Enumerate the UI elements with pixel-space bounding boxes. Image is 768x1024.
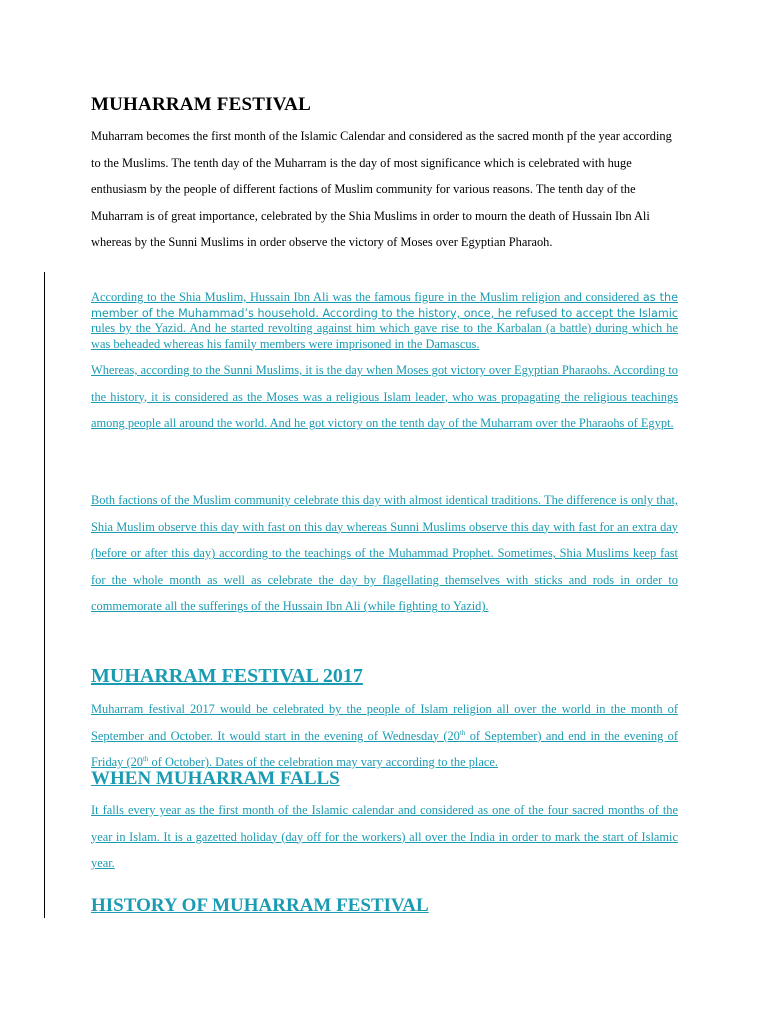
- heading-history[interactable]: HISTORY OF MUHARRAM FESTIVAL: [91, 895, 429, 916]
- shia-text-1: According to the Shia Muslim, Hussain Ibn Ali was the famous figure in the Muslim religion and considered: [91, 290, 640, 304]
- heading-2017[interactable]: MUHARRAM FESTIVAL 2017: [91, 665, 363, 687]
- shia-text-2: as the member of the Muhammad’s household. According to the history, once, he refused to accept the Islamic: [91, 291, 678, 320]
- traditions-paragraph[interactable]: Both factions of the Muslim community celebrate this day with almost identical traditions. The difference is only that, Shia Muslim observe this day with fast on this day whereas Sunni Muslims observe this day with fast for an extra day (before or after this day) according to the teachings of the Muhammad Prophet. Sometimes, Shia Muslims keep fast for the whole month as well as celebrate the day by flagellating themselves with sticks and rods in order to commemorate all the sufferings of the Hussain Ibn Ali (while fighting to Yazid).: [91, 493, 678, 614]
- shia-text-3: rules by the Yazid. And he started revolting against him which gave rise to the Karbalan (a battle) during which he was beheaded whereas his family members were imprisoned in the Damascus.: [91, 321, 678, 351]
- paragraph-2017[interactable]: [91, 696, 678, 776]
- text-2017-b: of September) and end in the evening of Friday (20: [91, 728, 678, 770]
- change-bar: [44, 272, 45, 918]
- text-2017-c: of October). Dates of the celebration may vary according to the place.: [148, 755, 498, 770]
- intro-paragraph: Muharram becomes the first month of the Islamic Calendar and considered as the sacred month pf the year according to the Muslims. The tenth day of the Muharram is the day of most significance which is celebrated with huge enthusiasm by the people of different factions of Muslim community for various reasons. The tenth day of the Muharram is of great importance, celebrated by the Shia Muslims in order to mourn the death of Hussain Ibn Ali whereas by the Sunni Muslims in order observe the victory of Moses over Egyptian Pharaoh.: [91, 129, 672, 250]
- paragraph-when-falls[interactable]: It falls every year as the first month of the Islamic calendar and considered as one of the four sacred months of the year in Islam. It is a gazetted holiday (day off for the workers) all over the India in order to mark the start of Islamic year.: [91, 803, 678, 871]
- heading-when-falls[interactable]: WHEN MUHARRAM FALLS: [91, 768, 340, 789]
- sunni-paragraph[interactable]: Whereas, according to the Sunni Muslims, it is the day when Moses got victory over Egyptian Pharaohs. According to the history, it is considered as the Moses was a religious Islam leader, who was propagating the religious teachings among people all around the world. And he got victory on the tenth day of the Muharram over the Pharaohs of Egypt.: [91, 363, 678, 431]
- sup-2017-a: th: [459, 728, 466, 737]
- shia-paragraph[interactable]: [91, 290, 678, 352]
- text-2017-a: Muharram festival 2017 would be celebrated by the people of Islam religion all over the world in the month of September and October. It would start in the evening of Wednesday (20: [91, 702, 678, 743]
- page-title: MUHARRAM FESTIVAL: [91, 94, 311, 115]
- sup-2017-b: th: [142, 755, 149, 764]
